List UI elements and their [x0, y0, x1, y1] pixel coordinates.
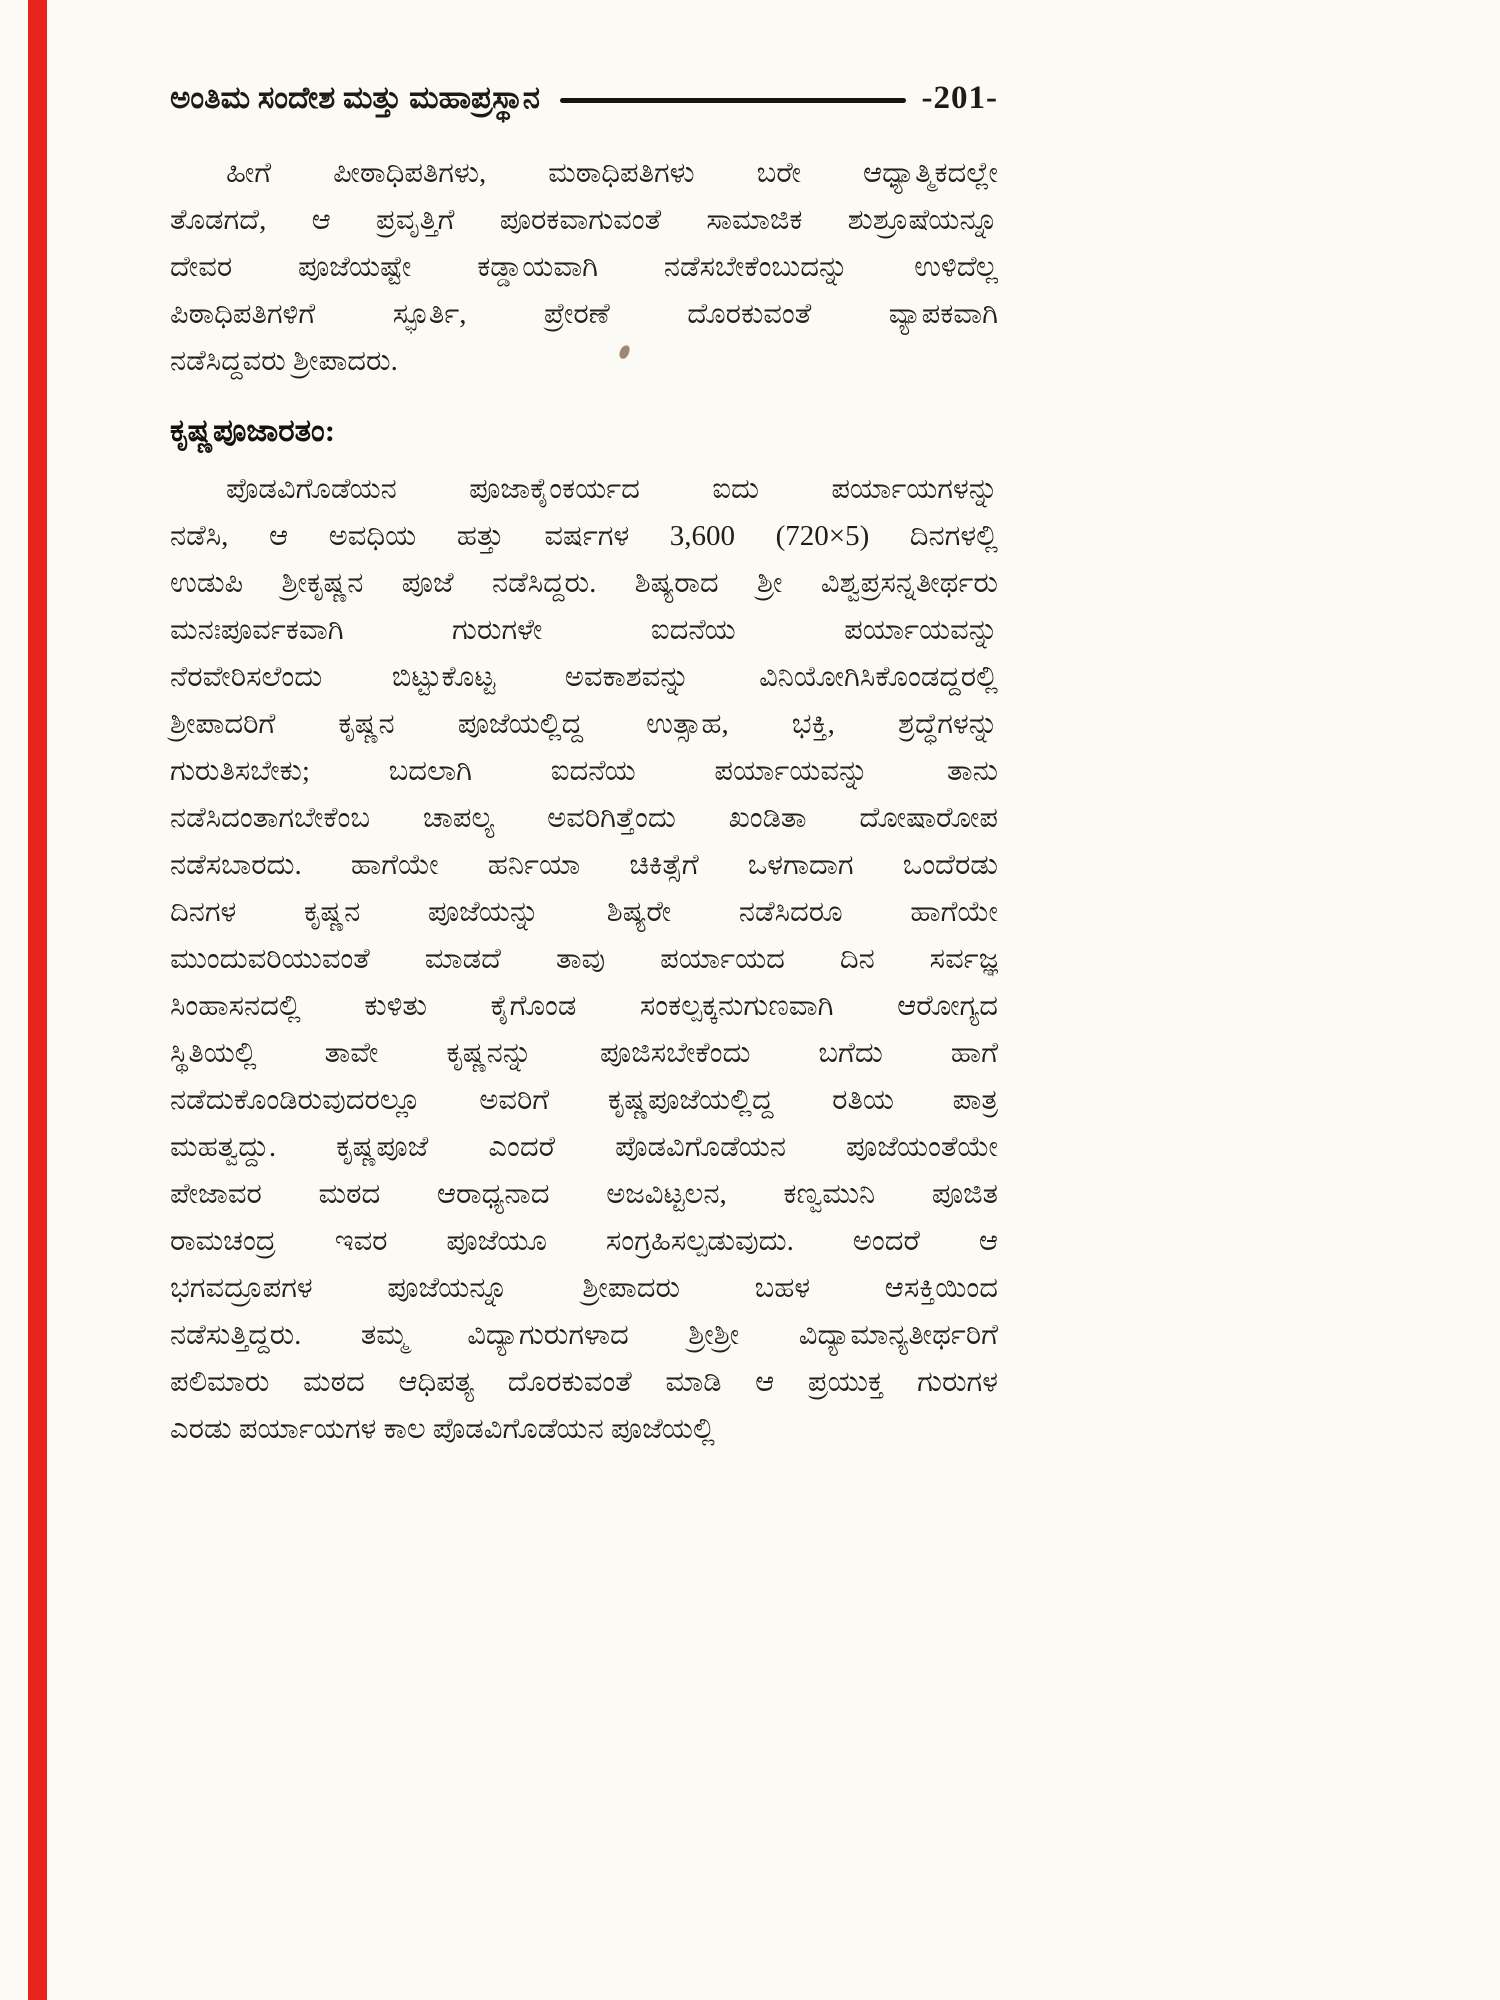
text-line: ಉಡುಪಿ ಶ್ರೀಕೃಷ್ಣನ ಪೂಜೆ ನಡೆಸಿದ್ದರು. ಶಿಷ್ಯರಾದ ಶ್ರೀ ವಿಶ್ವಪ್ರಸನ್ನತೀರ್ಥರು [170, 567, 998, 599]
text-line: ಹೀಗೆ ಪೀಠಾಧಿಪತಿಗಳು, ಮಠಾಧಿಪತಿಗಳು ಬರೇ ಆಧ್ಯಾತ್ಮಿಕದಲ್ಲೇ [226, 157, 998, 189]
text-line: ರಾಮಚಂದ್ರ ಇವರ ಪೂಜೆಯೂ ಸಂಗ್ರಹಿಸಲ್ಪಡುವುದು. ಅಂದರೆ ಆ [170, 1225, 998, 1257]
text-line: ಶ್ರೀಪಾದರಿಗೆ ಕೃಷ್ಣನ ಪೂಜೆಯಲ್ಲಿದ್ದ ಉತ್ಸಾಹ, ಭಕ್ತಿ, ಶ್ರದ್ಧೆಗಳನ್ನು [170, 708, 998, 740]
text-line: ಪೊಡವಿಗೊಡೆಯನ ಪೂಜಾಕೈಂಕರ್ಯದ ಐದು ಪರ್ಯಾಯಗಳನ್ನು [226, 473, 998, 505]
text-line: ಮನಃಪೂರ್ವಕವಾಗಿ ಗುರುಗಳೇ ಐದನೆಯ ಪರ್ಯಾಯವನ್ನು [170, 614, 998, 646]
text-line: ಸ್ಥಿತಿಯಲ್ಲಿ ತಾವೇ ಕೃಷ್ಣನನ್ನು ಪೂಜಿಸಬೇಕೆಂದು ಬಗೆದು ಹಾಗೆ [170, 1037, 998, 1069]
text-line: ಪಲಿಮಾರು ಮಠದ ಆಧಿಪತ್ಯ ದೊರಕುವಂತೆ ಮಾಡಿ ಆ ಪ್ರಯುಕ್ತ ಗುರುಗಳ [170, 1366, 998, 1398]
paragraph-2 [170, 466, 998, 1453]
text-line: ಭಗವದ್ರೂಪಗಳ ಪೂಜೆಯನ್ನೂ ಶ್ರೀಪಾದರು ಬಹಳ ಆಸಕ್ತಿಯಿಂದ [170, 1272, 998, 1304]
page-number: -201- [921, 80, 998, 116]
page-content [170, 78, 998, 1453]
section-heading: ಕೃಷ್ಣಪೂಜಾರತಂ: [170, 413, 336, 448]
text-line: ಸಿಂಹಾಸನದಲ್ಲಿ ಕುಳಿತು ಕೈಗೊಂಡ ಸಂಕಲ್ಪಕ್ಕನುಗುಣವಾಗಿ ಆರೋಗ್ಯದ [170, 990, 998, 1022]
paragraph-1 [170, 150, 998, 385]
text-line: ಮಹತ್ವದ್ದು. ಕೃಷ್ಣಪೂಜೆ ಎಂದರೆ ಪೊಡವಿಗೊಡೆಯನ ಪೂಜೆಯಂತೆಯೇ [170, 1131, 998, 1163]
text-line: ಎರಡು ಪರ್ಯಾಯಗಳ ಕಾಲ ಪೊಡವಿಗೊಡೆಯನ ಪೂಜೆಯಲ್ಲಿ [170, 1413, 715, 1445]
text-line: ಗುರುತಿಸಬೇಕು; ಬದಲಾಗಿ ಐದನೆಯ ಪರ್ಯಾಯವನ್ನು ತಾನು [170, 755, 998, 787]
text-line: ನೆರವೇರಿಸಲೆಂದು ಬಿಟ್ಟುಕೊಟ್ಟ ಅವಕಾಶವನ್ನು ವಿನಿಯೋಗಿಸಿಕೊಂಡದ್ದರಲ್ಲಿ [170, 661, 998, 693]
text-line: ನಡೆದುಕೊಂಡಿರುವುದರಲ್ಲೂ ಅವರಿಗೆ ಕೃಷ್ಣಪೂಜೆಯಲ್ಲಿದ್ದ ರತಿಯ ಪಾತ್ರ [170, 1084, 998, 1116]
text-line: ದಿನಗಳ ಕೃಷ್ಣನ ಪೂಜೆಯನ್ನು ಶಿಷ್ಯರೇ ನಡೆಸಿದರೂ ಹಾಗೆಯೇ [170, 896, 998, 928]
text-line: ನಡೆಸಬಾರದು. ಹಾಗೆಯೇ ಹರ್ನಿಯಾ ಚಿಕಿತ್ಸೆಗೆ ಒಳಗಾದಾಗ ಒಂದೆರಡು [170, 849, 998, 881]
red-spine-strip [28, 0, 47, 2000]
text-line: ತೊಡಗದೆ, ಆ ಪ್ರವೃತ್ತಿಗೆ ಪೂರಕವಾಗುವಂತೆ ಸಾಮಾಜಿಕ ಶುಶ್ರೂಷೆಯನ್ನೂ [170, 204, 998, 236]
text-line: ಮುಂದುವರಿಯುವಂತೆ ಮಾಡದೆ ತಾವು ಪರ್ಯಾಯದ ದಿನ ಸರ್ವಜ್ಞ [170, 943, 998, 975]
text-line: ಪೇಜಾವರ ಮಠದ ಆರಾಧ್ಯನಾದ ಅಜವಿಟ್ಟಲನ, ಕಣ್ವಮುನಿ ಪೂಜಿತ [170, 1178, 998, 1210]
header-rule [560, 98, 906, 103]
text-line: ಪಿಠಾಧಿಪತಿಗಳಿಗೆ ಸ್ಫೂರ್ತಿ, ಪ್ರೇರಣೆ ದೊರಕುವಂತೆ ವ್ಯಾಪಕವಾಗಿ [170, 298, 998, 330]
text-line: ನಡೆಸಿದಂತಾಗಬೇಕೆಂಬ ಚಾಪಲ್ಯ ಅವರಿಗಿತ್ತೆಂದು ಖಂಡಿತಾ ದೋಷಾರೋಪ [170, 802, 998, 834]
running-title: ಅಂತಿಮ ಸಂದೇಶ ಮತ್ತು ಮಹಾಪ್ರಸ್ಥಾನ [170, 80, 541, 115]
text-line: ನಡೆಸಿ, ಆ ಅವಧಿಯ ಹತ್ತು ವರ್ಷಗಳ 3,600 (720×5) ದಿನಗಳಲ್ಲಿ [170, 520, 998, 552]
text-line: ದೇವರ ಪೂಜೆಯಷ್ಟೇ ಕಡ್ಡಾಯವಾಗಿ ನಡೆಸಬೇಕೆಂಬುದನ್ನು ಉಳಿದೆಲ್ಲ [170, 251, 998, 283]
text-line: ನಡೆಸುತ್ತಿದ್ದರು. ತಮ್ಮ ವಿದ್ಯಾಗುರುಗಳಾದ ಶ್ರೀಶ್ರೀ ವಿದ್ಯಾಮಾನ್ಯತೀರ್ಥರಿಗೆ [170, 1319, 998, 1351]
text-line: ನಡೆಸಿದ್ದವರು ಶ್ರೀಪಾದರು. [170, 345, 398, 377]
page-header [170, 78, 998, 118]
